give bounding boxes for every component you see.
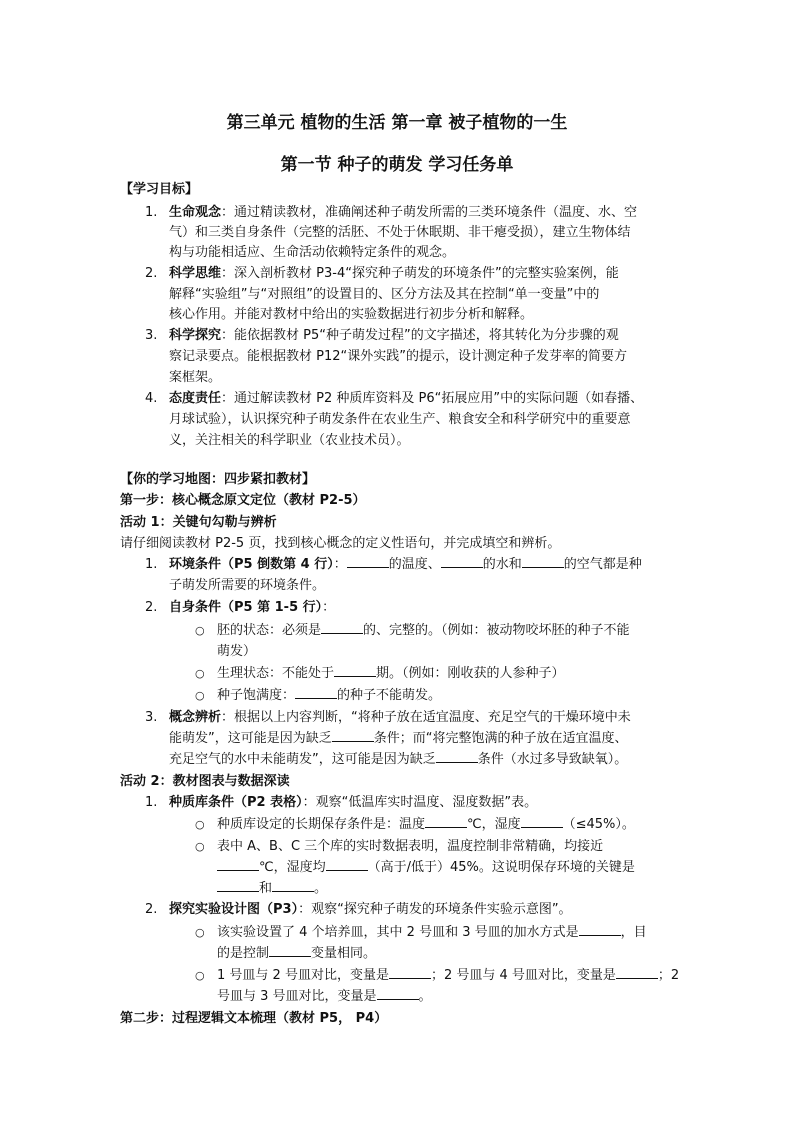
- objective-text: 构与功能相适应、生命活动依赖特定条件的观念。: [169, 245, 456, 260]
- fill-blank[interactable]: [522, 555, 564, 568]
- objective-text: ：通过解读教材 P2 种质库资料及 P6“拓展应用”中的实际问题（如春播、: [221, 391, 644, 406]
- item-number: 3.: [145, 710, 158, 725]
- item-text: （≤45%）。: [562, 817, 635, 832]
- item-text: 期。（例如：刚收获的人参种子）: [376, 666, 565, 681]
- a1-item-3: [145, 708, 631, 728]
- item-text: 条件；而“将完整饱满的种子放在适宜温度、: [373, 731, 628, 746]
- objective-text: 义，关注相关的科学职业（农业技术员）。: [169, 433, 410, 448]
- item-text: 的空气都是种: [563, 557, 642, 572]
- item-text: ：: [322, 600, 336, 615]
- item-text: ℃，湿度均: [259, 860, 326, 875]
- a1-item-2: [145, 598, 335, 618]
- fill-blank[interactable]: [217, 858, 259, 871]
- bullet-icon: ○: [195, 624, 205, 637]
- item-label: 环境条件（P5 倒数第 4 行）: [169, 557, 334, 572]
- objective-label: 科学探究: [169, 328, 222, 343]
- fill-blank[interactable]: [217, 879, 259, 892]
- fill-blank[interactable]: [295, 686, 337, 699]
- map-heading: 【你的学习地图：四步紧扣教材】: [120, 472, 316, 487]
- fill-blank[interactable]: [436, 750, 478, 763]
- item-text: 萌发）: [217, 644, 257, 659]
- item-number: 1.: [145, 795, 158, 810]
- activity1-intro: 请仔细阅读教材 P2-5 页，找到核心概念的定义性语句，并完成填空和辨析。: [120, 536, 561, 551]
- activity1-heading: 活动 1：关键句勾勒与辨析: [120, 515, 277, 530]
- fill-blank[interactable]: [272, 879, 314, 892]
- item-text: 的温度、: [388, 557, 441, 572]
- item-text: 的是控制: [217, 946, 270, 961]
- fill-blank[interactable]: [332, 729, 374, 742]
- item-number: 2.: [145, 600, 158, 615]
- item-text: 能萌发”，这可能是因为缺乏: [169, 731, 332, 746]
- item-text: ；2 号皿与 4 号皿对比，变量是: [430, 968, 616, 983]
- item-text: 子萌发所需要的环境条件。: [169, 578, 326, 593]
- item-text: 胚的状态：必须是: [217, 623, 322, 638]
- bullet-icon: ○: [195, 926, 205, 939]
- fill-blank[interactable]: [321, 621, 363, 634]
- fill-blank[interactable]: [579, 923, 621, 936]
- fill-blank[interactable]: [425, 815, 467, 828]
- objective-label: 生命观念: [169, 205, 222, 220]
- item-text: 该实验设置了 4 个培养皿，其中 2 号皿和 3 号皿的加水方式是: [217, 925, 579, 940]
- item-text: ：: [333, 557, 347, 572]
- item-label: 自身条件（P5 第 1-5 行）: [169, 600, 323, 615]
- item-text: 表中 A、B、C 三个库的实时数据表明，温度控制非常精确，均接近: [217, 839, 604, 854]
- objective-text: ：通过精读教材，准确阐述种子萌发所需的三类环境条件（温度、水、空: [221, 205, 638, 220]
- item-text: 的水和: [482, 557, 522, 572]
- sub-item: [195, 837, 603, 857]
- a1-item-1: [145, 555, 642, 575]
- objective-number: 4.: [145, 391, 158, 406]
- item-text: [169, 750, 627, 770]
- fill-blank[interactable]: [347, 555, 389, 568]
- objective-text: 案框架。: [169, 370, 222, 385]
- page-subtitle: 第一节 种子的萌发 学习任务单: [280, 155, 514, 175]
- objective-2: [145, 264, 619, 284]
- sub-item: [195, 686, 441, 706]
- sub-item: [195, 664, 565, 684]
- item-text: 的种子不能萌发。: [337, 688, 442, 703]
- page-title: 第三单元 植物的生活 第一章 被子植物的一生: [226, 113, 568, 133]
- item-text: [169, 729, 628, 749]
- item-text: [217, 879, 327, 899]
- item-text: ：观察“低温库实时温度、湿度数据”表。: [302, 795, 538, 810]
- item-text: 。: [418, 989, 432, 1004]
- fill-blank[interactable]: [326, 858, 368, 871]
- item-text: 和: [259, 881, 273, 896]
- item-text: 充足空气的水中未能萌发”，这可能是因为缺乏: [169, 752, 436, 767]
- objective-number: 3.: [145, 328, 158, 343]
- fill-blank[interactable]: [441, 555, 483, 568]
- objective-text: 解释“实验组”与“对照组”的设置目的、区分方法及其在控制“单一变量”中的: [169, 287, 600, 302]
- item-text: [217, 987, 432, 1007]
- item-text: （高于/低于）45%。这说明保存环境的关键是: [367, 860, 635, 875]
- objective-label: 科学思维: [169, 266, 222, 281]
- objective-text: 气）和三类自身条件（完整的活胚、不处于休眠期、非干瘪受损），建立生物体结: [169, 225, 631, 240]
- item-text: 1 号皿与 2 号皿对比，变量是: [217, 968, 389, 983]
- item-number: 1.: [145, 557, 158, 572]
- objective-number: 1.: [145, 205, 158, 220]
- step1-heading: 第一步：核心概念原文定位（教材 P2-5）: [120, 493, 366, 508]
- fill-blank[interactable]: [389, 966, 431, 979]
- objective-number: 2.: [145, 266, 158, 281]
- item-text: 条件（水过多导致缺氧）。: [477, 752, 628, 767]
- sub-item: [195, 621, 630, 641]
- item-text: 的、完整的。（例如：被动物咬坏胚的种子不能: [363, 623, 630, 638]
- bullet-icon: ○: [195, 969, 205, 982]
- bullet-icon: ○: [195, 840, 205, 853]
- objective-text: 核心作用。并能对教材中给出的实验数据进行初步分析和解释。: [169, 307, 534, 322]
- sub-item: [195, 966, 679, 986]
- sub-item: [195, 923, 647, 943]
- sub-item: [195, 815, 635, 835]
- fill-blank[interactable]: [269, 944, 311, 957]
- fill-blank[interactable]: [616, 966, 658, 979]
- item-text: 号皿与 3 号皿对比，变量是: [217, 989, 377, 1004]
- fill-blank[interactable]: [334, 664, 376, 677]
- objective-text: 察记录要点。能根据教材 P12“课外实践”的提示，设计测定种子发芽率的简要方: [169, 349, 627, 364]
- a2-item-1: [145, 793, 537, 813]
- fill-blank[interactable]: [521, 815, 563, 828]
- bullet-icon: ○: [195, 689, 205, 702]
- objectives-heading: 【学习目标】: [120, 182, 199, 197]
- item-number: 2.: [145, 902, 158, 917]
- item-text: ，目: [620, 925, 647, 940]
- activity2-heading: 活动 2：教材图表与数据深读: [120, 774, 290, 789]
- item-text: ：根据以上内容判断，“将种子放在适宜温度、充足空气的干燥环境中未: [221, 710, 631, 725]
- item-text: ：观察“探究种子萌发的环境条件实验示意图”。: [298, 902, 572, 917]
- item-text: 。: [314, 881, 328, 896]
- item-text: 生理状态：不能处于: [217, 666, 335, 681]
- step2-heading: 第二步：过程逻辑文本梳理（教材 P5， P4）: [120, 1011, 388, 1026]
- item-text: 变量相同。: [311, 946, 377, 961]
- item-text: 种子饱满度：: [217, 688, 296, 703]
- objective-4: [145, 389, 643, 409]
- item-text: [217, 944, 376, 964]
- item-label: 概念辨析: [169, 710, 222, 725]
- item-label: 种质库条件（P2 表格）: [169, 795, 303, 810]
- objective-text: ：能依据教材 P5“种子萌发过程”的文字描述，将其转化为分步骤的观: [221, 328, 619, 343]
- item-text: 种质库设定的长期保存条件是：温度: [217, 817, 426, 832]
- objective-label: 态度责任: [169, 391, 222, 406]
- item-label: 探究实验设计图（P3）: [169, 902, 299, 917]
- objective-3: [145, 326, 619, 346]
- a2-item-2: [145, 900, 572, 920]
- fill-blank[interactable]: [377, 987, 419, 1000]
- item-text: ℃，湿度: [467, 817, 521, 832]
- item-text: [217, 858, 635, 878]
- item-text: ；2: [657, 968, 680, 983]
- bullet-icon: ○: [195, 667, 205, 680]
- objective-text: ：深入剖析教材 P3-4“探究种子萌发的环境条件”的完整实验案例，能: [221, 266, 619, 281]
- objective-text: 月球试验），认识探究种子萌发条件在农业生产、粮食安全和科学研究中的重要意: [169, 412, 631, 427]
- objective-1: [145, 203, 637, 223]
- bullet-icon: ○: [195, 818, 205, 831]
